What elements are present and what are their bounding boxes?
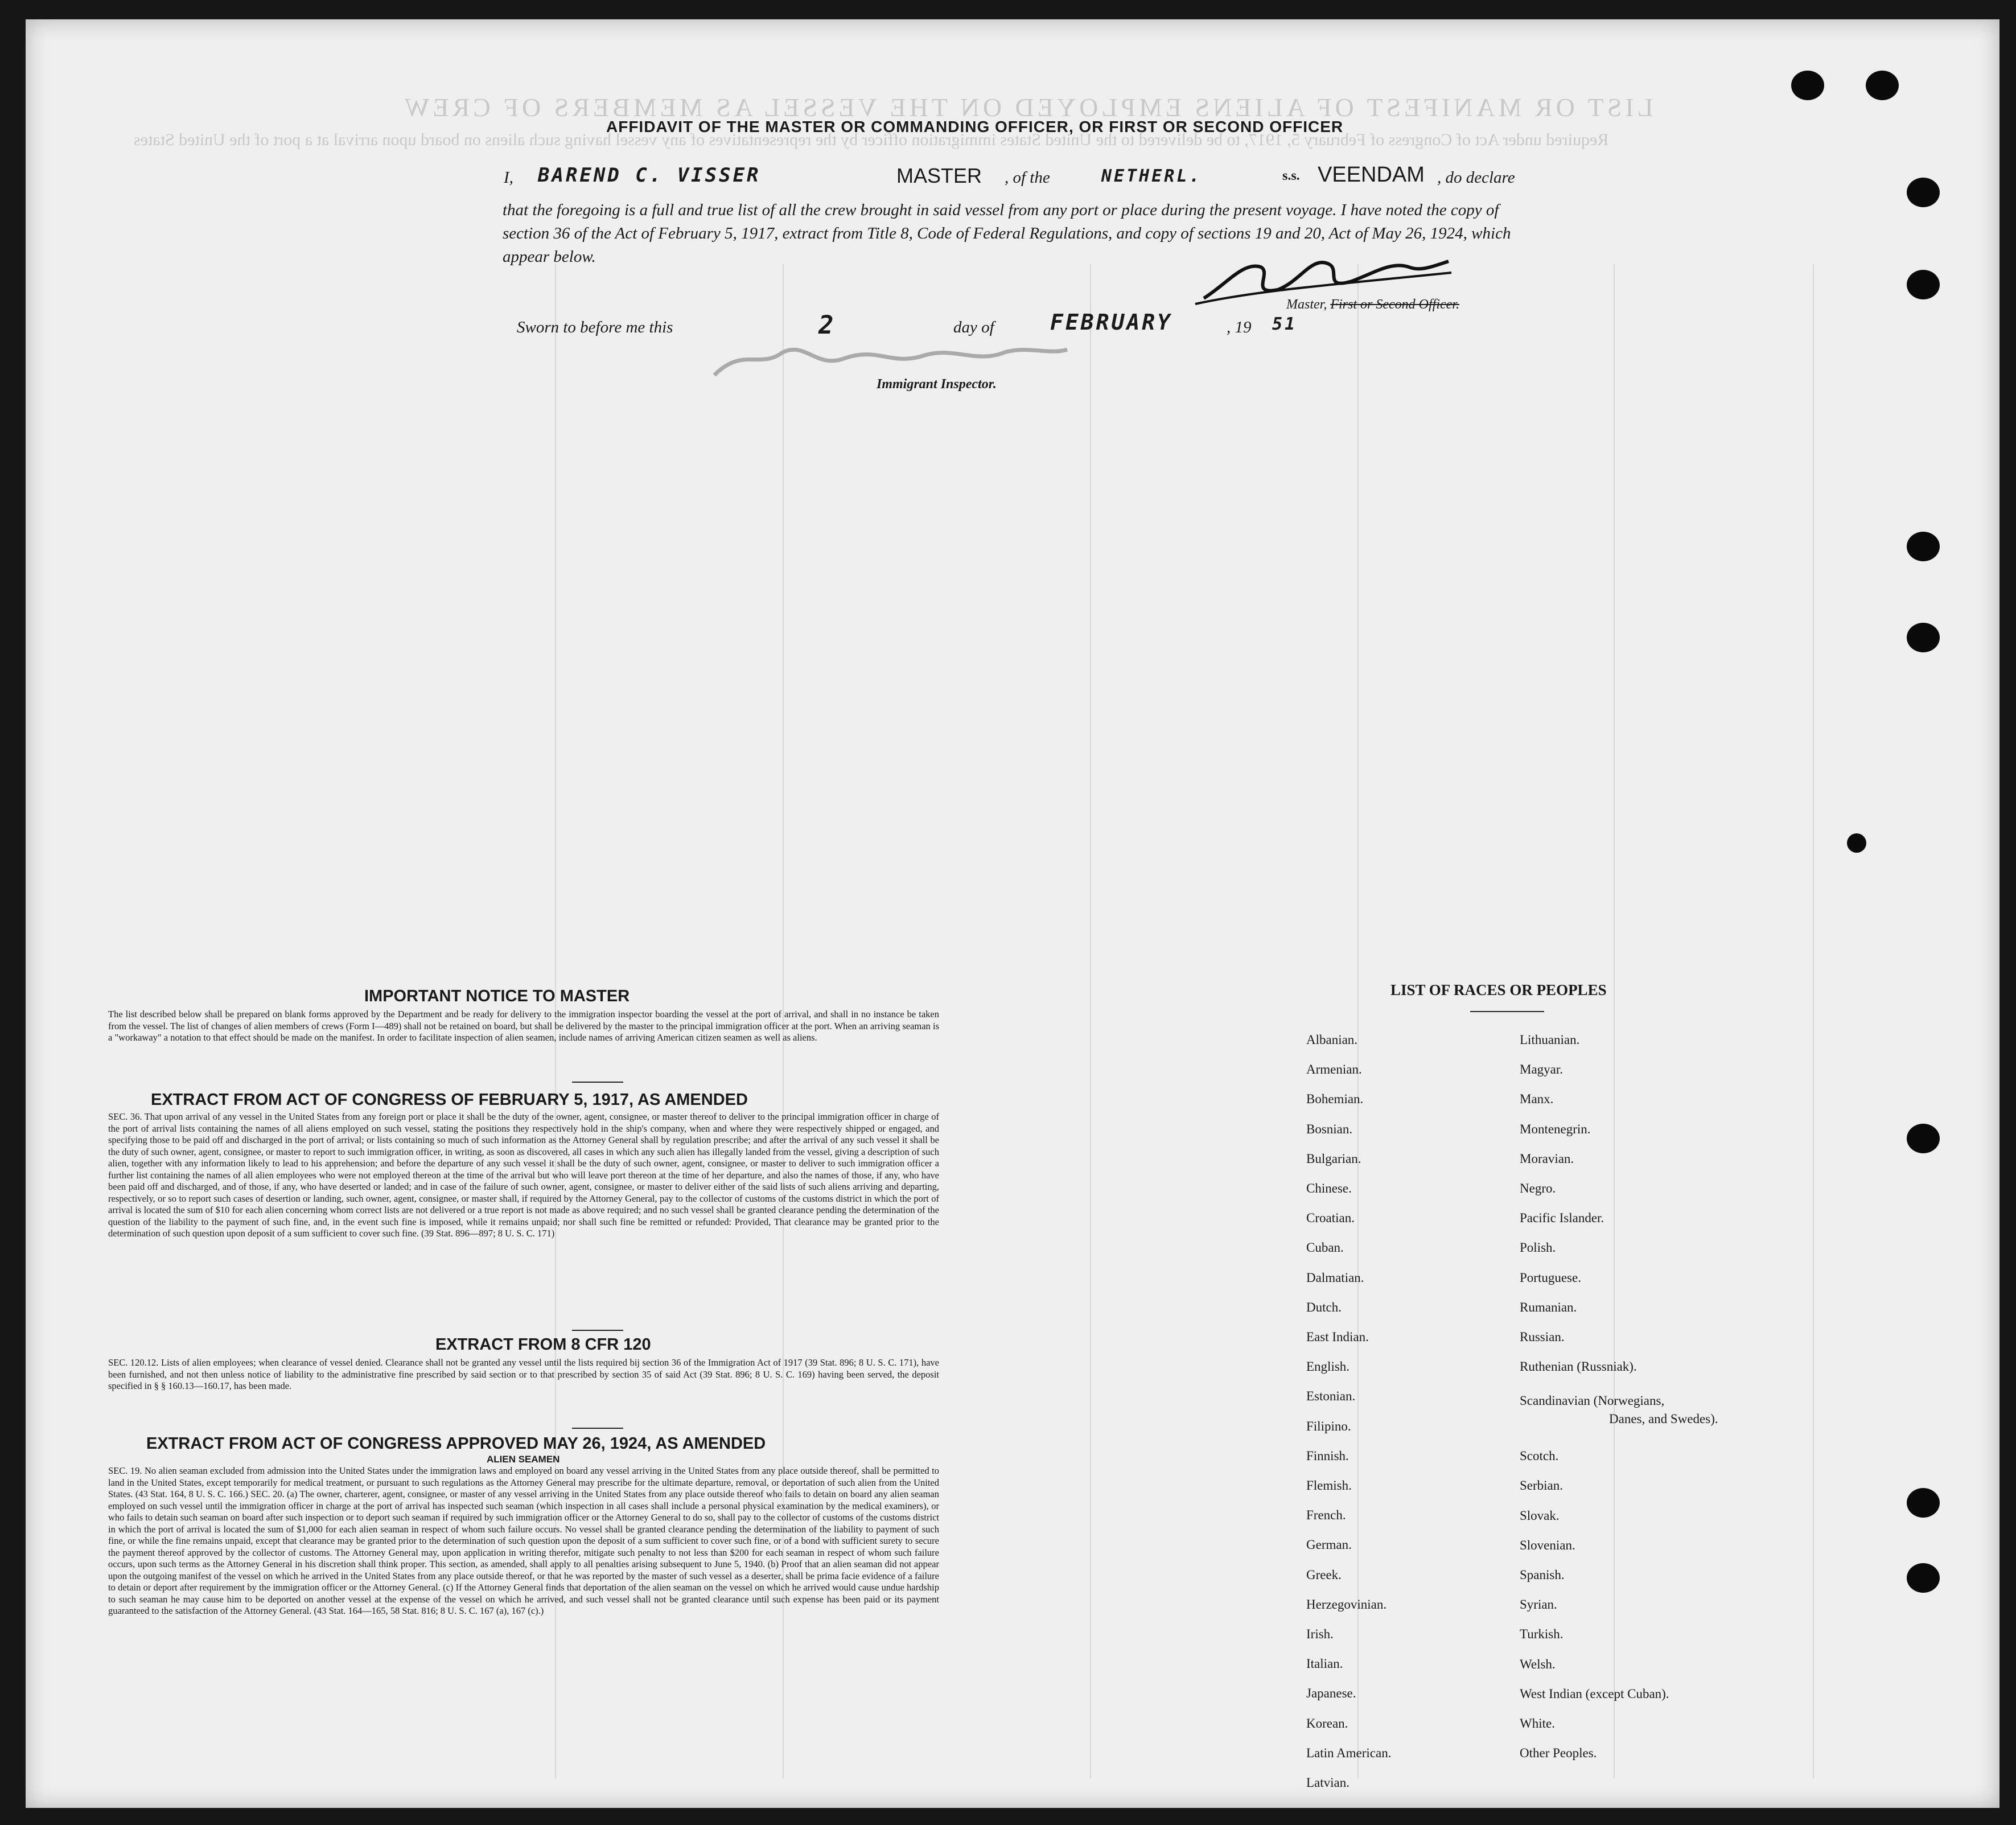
extract-1917-title: EXTRACT FROM ACT OF CONGRESS OF FEBRUARY 5, 1917, AS AMENDED — [151, 1091, 748, 1109]
of-the-label: , of the — [1005, 168, 1050, 187]
vessel-name: VEENDAM — [1318, 163, 1425, 187]
race-item: Bohemian. — [1306, 1092, 1364, 1107]
nationality-handwritten: NETHERL. — [1101, 166, 1202, 186]
race-item: Slovak. — [1520, 1508, 1560, 1523]
faint-column-line — [1813, 264, 1814, 1778]
rank-stamp: MASTER — [896, 164, 982, 187]
race-item: Filipino. — [1306, 1419, 1351, 1433]
punch-hole-icon — [1907, 532, 1940, 561]
separator-line — [572, 1330, 623, 1331]
race-item: East Indian. — [1306, 1330, 1369, 1344]
race-item: Pacific Islander. — [1520, 1211, 1604, 1226]
race-item: Greek. — [1306, 1567, 1342, 1582]
separator-line — [572, 1428, 623, 1429]
sworn-month-handwritten: FEBRUARY — [1050, 310, 1173, 335]
declaration-text: that the foregoing is a full and true list of all the crew brought in said vessel from any port or place during the present voyage. I have noted the copy of section 36 of the Act of February 5, 1917, extract from Title 8, Code of Federal Regulations, and copy of sections 19 and 20, Act of May 26, 1924, which appear below. — [503, 201, 1511, 266]
race-item: Lithuanian. — [1520, 1033, 1580, 1047]
race-item: Croatian. — [1306, 1211, 1355, 1226]
race-item: Bosnian. — [1306, 1121, 1353, 1136]
ss-label: s.s. — [1282, 168, 1300, 183]
punch-hole-icon — [1866, 71, 1899, 100]
race-item: Flemish. — [1306, 1478, 1352, 1493]
faint-column-line — [1357, 264, 1359, 1778]
i-label: I, — [504, 168, 513, 187]
race-item: Serbian. — [1520, 1478, 1564, 1493]
race-item: Russian. — [1520, 1330, 1565, 1344]
punch-hole-icon — [1907, 178, 1940, 207]
race-item: French. — [1306, 1508, 1346, 1523]
notice-text: The list described below shall be prepared on blank forms approved by the Department and be ready for delivery to the immigration inspector boarding the vessel at the port of arrival, and shall in no instance be taken from the vessel. The list of changes of alien members of crews (Form I—489) shall not be retained on board, but shall be delivered by the master to the principal immigration officer at the port. When an arriving seaman is a "workaway" a notation to that effect should be made on the manifest. In order to facilitate inspection of alien seamen, include names of arriving American citizen seamen as well as aliens. — [108, 1009, 939, 1043]
punch-hole-icon — [1907, 1563, 1940, 1593]
affidavit-title: AFFIDAVIT OF THE MASTER OR COMMANDING OFFICER, OR FIRST OR SECOND OFFICER — [606, 118, 1344, 135]
race-item: Turkish. — [1520, 1627, 1564, 1642]
race-item: Estonian. — [1306, 1389, 1356, 1404]
race-item: Manx. — [1520, 1092, 1554, 1107]
separator-line — [1470, 1011, 1544, 1012]
race-item: Polish. — [1520, 1240, 1556, 1255]
race-item: Italian. — [1306, 1657, 1343, 1671]
signature-title-line — [1286, 297, 1459, 313]
race-item: Moravian. — [1520, 1151, 1574, 1166]
race-item: Spanish. — [1520, 1568, 1565, 1582]
extract-1924-title: EXTRACT FROM ACT OF CONGRESS APPROVED MAY 26, 1924, AS AMENDED — [146, 1434, 766, 1453]
bleed-through-subtitle: Required under Act of Congress of February 5, 1917, to be delivered to the United States immigration officer by the representatives of any vessel having such aliens on board upon arrival at a port of the United States — [134, 130, 1609, 149]
punch-hole-icon — [1791, 71, 1824, 100]
sworn-day-handwritten: 2 — [818, 311, 836, 340]
faint-column-line — [1614, 264, 1615, 1778]
race-item: Irish. — [1306, 1627, 1334, 1641]
extract-1924-subtitle: ALIEN SEAMEN — [487, 1454, 560, 1465]
race-item: Welsh. — [1520, 1657, 1556, 1671]
race-item: Armenian. — [1306, 1062, 1362, 1077]
race-item: Montenegrin. — [1520, 1121, 1591, 1136]
race-item: West Indian (except Cuban). — [1520, 1686, 1669, 1701]
race-item: Latin American. — [1306, 1745, 1392, 1760]
notice-title: IMPORTANT NOTICE TO MASTER — [364, 987, 630, 1005]
extract-1924-text: SEC. 19. No alien seaman excluded from admission into the United States under the immigration laws and employed on board any vessel arriving in the United States from any place outside thereof, shall be permitted to land in the United States, except temporarily for medical treatment, or pursuant to such regulations as the Attorney General may prescribe for the ultimate departure, removal, or deportation of such alien from the United States. (43 Stat. 164, 8 U. S. C. 166.) SEC. 20. (a) The owner, charterer, agent, consignee, or master of any vessel arriving in the United States from any place outside thereof who fails to detain on board any alien seaman employed on such vessel until the immigration officer in charge at the port of arrival has inspected such seaman (which inspection in all cases shall include a personal physical examination by the medical examiners), or who fails to detain such seaman on board after such inspection or to deport such seaman if required by such immigration officer or the Attorney General to do so, shall pay to the collector of customs of the customs district in which the port of arrival is located the sum of $1,000 for each alien seaman in respect of whom such failure occurs. No vessel shall be granted clearance pending the determination of the liability to payment of such fine, or while the fine remains unpaid, except that clearance may be granted prior to the determination of such question upon the deposit of a sum sufficient to cover such fine, or of a bond with sufficient surety to secure the payment thereof approved by the collector of customs. The Attorney General may, upon application in writing therefor, mitigate such penalty to not less than $200 for each seaman in respect of whom such failure occurs, upon such terms as the Attorney General in his discretion shall think proper. This section, as amended, shall apply to all penalties arising subsequent to June 5, 1940. (b) Proof that an alien seaman did not appear upon the outgoing manifest of the vessel on which he arrived in the United States from any place outside thereof, or that he was reported by the master of such vessel as a deserter, shall be prima facie evidence of a failure to detain or deport after requirement by the immigration officer or the Attorney General. (c) If the Attorney General finds that deportation of the alien seaman on the vessel on which he arrived would cause undue hardship to such seaman he may cause him to be deported on another vessel at the expense of the vessel on which he arrived, and such vessel shall not be granted clearance until such expense has been paid or its payment guaranteed to the satisfaction of the Attorney General. (43 Stat. 164—165, 58 Stat. 816; 8 U. S. C. 167 (a), 167 (c).) — [108, 1465, 939, 1616]
extract-1917-text: SEC. 36. That upon arrival of any vessel in the United States from any foreign port or place it shall be the duty of the owner, agent, consignee, or master thereof to deliver to the principal immigration officer in charge of the port of arrival lists containing the names of all aliens employed on such vessel, stating the positions they respectively hold in the ship's company, when and where they were respectively shipped or engaged, and specifying those to be paid off and discharged in the port of arrival; or lists containing so much of such information as the Attorney General shall by regulation prescribe; and after the arrival of any such vessel it shall be the duty of such owner, agent, consignee, or master to report to such immigration officer, in writing, as soon as discovered, all cases in which any such alien has illegally landed from the vessel, giving a description of such alien, together with any information likely to lead to his apprehension; and before the departure of any such vessel it shall be the duty of such owner, agent, consignee, or master to deliver to such immigration officer a further list containing the names of all alien employees who were not employed thereon at the time of the arrival but who will leave port thereon at the time of her departure, and also the names of those, if any, who have been paid off and discharged, and of those, if any, who have deserted or landed; and in case of the failure of such owner, agent, consignee, or master to deliver either of the said lists of such aliens arriving and departing, respectively, or so to report such cases of desertion or landing, such owner, agent, consignee, or master shall, if required by the Attorney General, pay to the collector of customs of the customs district in which the port of arrival is located the sum of $10 for each alien concerning whom correct lists are not delivered or a true report is not made as above required; and no such vessel shall be granted clearance pending the determination of the question of the liability to the payment of such fine, and, in the event such fine is imposed, while it remains unpaid; nor shall such fine be remitted or refunded: Provided, That clearance may be granted prior to the determination of such question upon deposit of a sum sufficient to cover such fine. (39 Stat. 896—897; 8 U. S. C. 171) — [108, 1111, 939, 1239]
master-label: Master, — [1286, 297, 1327, 312]
race-item: Syrian. — [1520, 1597, 1557, 1612]
punch-hole-icon — [1907, 1488, 1940, 1518]
race-item: Portuguese. — [1520, 1270, 1581, 1285]
race-item: Chinese. — [1306, 1181, 1352, 1195]
master-name-handwritten: BAREND C. VISSER — [538, 164, 761, 187]
race-item: Negro. — [1520, 1181, 1556, 1195]
year-prefix: , 19 — [1227, 318, 1252, 336]
faint-column-line — [1090, 264, 1091, 1778]
day-of-label: day of — [953, 318, 994, 336]
race-item: White. — [1520, 1716, 1555, 1731]
race-item: Ruthenian (Russniak). — [1520, 1359, 1637, 1374]
race-item: Cuban. — [1306, 1240, 1344, 1255]
race-item: Herzegovinian. — [1306, 1597, 1387, 1612]
race-item: Latvian. — [1306, 1775, 1350, 1790]
punch-hole-icon — [1907, 270, 1940, 299]
race-item: Finnish. — [1306, 1448, 1349, 1463]
bleed-through-title: LIST OR MANIFEST OF ALIENS EMPLOYED ON THE VESSEL AS MEMBERS OF CREW — [401, 93, 1653, 122]
race-item: Rumanian. — [1520, 1300, 1577, 1314]
race-item: Other Peoples. — [1520, 1746, 1597, 1761]
race-item: Bulgarian. — [1306, 1151, 1361, 1166]
extract-8cfr-text: SEC. 120.12. Lists of alien employees; when clearance of vessel denied. Clearance shall not be granted any vessel until the lists required bij section 36 of the Immigration Act of 1917 (39 Stat. 896; 8 U. S. C. 171), have been furnished, and not then unless notice of liability to the administrative fine prescribed by said section or to that prescribed by section 35 of said Act (39 Stat. 896; 8 U. S. C. 169) having been served, the deposit specified in § § 160.13—160.17, has been made. — [108, 1357, 939, 1391]
race-item: Japanese. — [1306, 1686, 1356, 1701]
year-suffix-handwritten: 51 — [1272, 314, 1298, 334]
race-item: Albanian. — [1306, 1033, 1358, 1047]
race-item: Magyar. — [1520, 1062, 1564, 1077]
punch-hole-icon — [1907, 1124, 1940, 1153]
inspector-label: Immigrant Inspector. — [877, 377, 997, 392]
race-item: Korean. — [1306, 1716, 1348, 1731]
struck-officer-label: First or Second Officer. — [1330, 297, 1459, 312]
separator-line — [572, 1082, 623, 1083]
extract-8cfr-title: EXTRACT FROM 8 CFR 120 — [435, 1335, 651, 1354]
do-declare-label: , do declare — [1437, 168, 1515, 187]
races-title: LIST OF RACES OR PEOPLES — [1390, 981, 1607, 998]
race-item: Scotch. — [1520, 1449, 1559, 1464]
sworn-label: Sworn to before me this — [517, 318, 673, 336]
punch-hole-icon — [1847, 833, 1866, 853]
manifest-sheet — [26, 19, 1999, 1808]
race-item: Dutch. — [1306, 1300, 1342, 1314]
race-item: Danes, and Swedes). — [1609, 1412, 1718, 1427]
race-item: Slovenian. — [1520, 1538, 1575, 1552]
race-item: English. — [1306, 1359, 1350, 1374]
race-item: Scandinavian (Norwegians, — [1520, 1394, 1665, 1408]
race-item: Dalmatian. — [1306, 1270, 1364, 1285]
punch-hole-icon — [1907, 623, 1940, 652]
race-item: German. — [1306, 1538, 1352, 1552]
